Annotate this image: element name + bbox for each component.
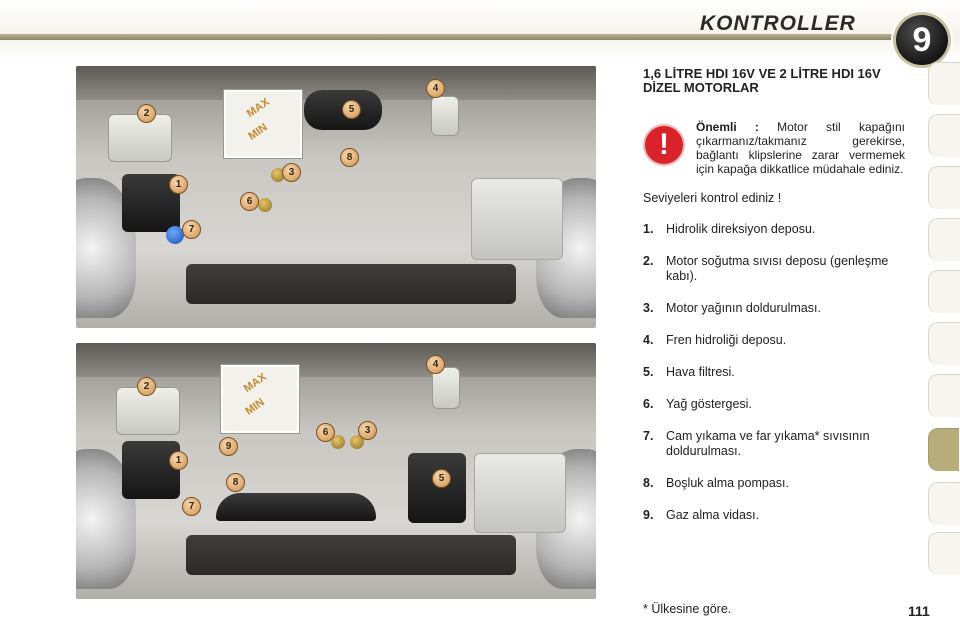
callout-3: 3 — [358, 421, 377, 440]
intake-pipe — [216, 493, 376, 521]
max-mark: MAX — [244, 96, 272, 120]
chapter-tab-active[interactable] — [928, 428, 959, 471]
intro-text: Seviyeleri kontrol ediniz ! — [643, 191, 782, 205]
list-item — [643, 397, 913, 412]
list-item — [643, 254, 913, 284]
page-number: 111 — [908, 603, 930, 619]
battery-cover — [474, 453, 566, 533]
dipstick — [258, 198, 272, 212]
chapter-tab[interactable] — [928, 532, 960, 575]
engine-bay-photo-2 — [76, 343, 596, 599]
list-item-number: 9. — [643, 508, 654, 522]
list-item-number: 8. — [643, 476, 654, 490]
list-item — [643, 365, 913, 380]
coolant-level-inset — [221, 365, 299, 433]
list-item — [643, 222, 913, 237]
section-title: 1,6 LİTRE HDI 16V VE 2 LİTRE HDI 16V DİZEL MOTORLAR — [643, 66, 881, 95]
callout-9: 9 — [219, 437, 238, 456]
list-item-text: Cam yıkama ve far yıkama* sıvısının doldurulması. — [666, 429, 870, 458]
steering-fluid-reservoir — [122, 441, 180, 499]
callout-6: 6 — [316, 423, 335, 442]
callout-1: 1 — [169, 175, 188, 194]
min-mark: MIN — [246, 121, 270, 143]
list-item — [643, 333, 913, 348]
chapter-tabs — [928, 62, 960, 574]
list-item-number: 6. — [643, 397, 654, 411]
list-item-text: Yağ göstergesi. — [666, 397, 752, 411]
exclamation-icon: ! — [645, 126, 683, 164]
chapter-tab[interactable] — [928, 482, 960, 525]
list-item-text: Boşluk alma pompası. — [666, 476, 789, 490]
chapter-tab[interactable] — [928, 374, 960, 417]
callout-1: 1 — [169, 451, 188, 470]
list-item — [643, 301, 913, 316]
list-item-number: 4. — [643, 333, 654, 347]
list-item-number: 3. — [643, 301, 654, 315]
list-item-text: Hidrolik direksiyon deposu. — [666, 222, 816, 236]
callout-7: 7 — [182, 220, 201, 239]
page-header — [0, 0, 960, 60]
chapter-tab[interactable] — [928, 114, 960, 157]
callout-2: 2 — [137, 104, 156, 123]
list-item-number: 1. — [643, 222, 654, 236]
list-item-text: Motor yağının doldurulması. — [666, 301, 821, 315]
callout-4: 4 — [426, 355, 445, 374]
callout-8: 8 — [226, 473, 245, 492]
callout-3: 3 — [282, 163, 301, 182]
list-item-number: 2. — [643, 254, 654, 268]
min-mark: MIN — [243, 396, 267, 418]
warning-label: Önemli : — [696, 120, 759, 134]
warning-note — [696, 120, 905, 176]
chapter-tab[interactable] — [928, 322, 960, 365]
chapter-tab[interactable] — [928, 62, 960, 105]
list-item-text: Gaz alma vidası. — [666, 508, 760, 522]
battery-cover — [471, 178, 563, 260]
max-mark: MAX — [241, 371, 269, 395]
chapter-title: KONTROLLER — [700, 12, 856, 35]
callout-6: 6 — [240, 192, 259, 211]
air-filter-box — [408, 453, 466, 523]
chapter-tab[interactable] — [928, 218, 960, 261]
list-item-text: Motor soğutma sıvısı deposu (genleşme kabı). — [666, 254, 889, 283]
list-item-number: 5. — [643, 365, 654, 379]
brake-fluid-reservoir — [431, 96, 459, 136]
chapter-tab[interactable] — [928, 166, 960, 209]
chapter-number-badge: 9 — [893, 12, 951, 68]
list-item — [643, 476, 913, 491]
callout-2: 2 — [137, 377, 156, 396]
list-item-text: Fren hidroliği deposu. — [666, 333, 787, 347]
callout-5: 5 — [342, 100, 361, 119]
coolant-level-inset — [224, 90, 302, 158]
callout-8: 8 — [340, 148, 359, 167]
check-list — [643, 222, 913, 523]
list-item — [643, 429, 913, 459]
callout-4: 4 — [426, 79, 445, 98]
front-crossmember — [186, 264, 516, 304]
front-crossmember — [186, 535, 516, 575]
callout-5: 5 — [432, 469, 451, 488]
list-item — [643, 508, 913, 523]
list-item-text: Hava filtresi. — [666, 365, 735, 379]
hood — [76, 343, 596, 377]
engine-bay-photo-1 — [76, 66, 596, 328]
footnote: * Ülkesine göre. — [643, 602, 732, 616]
list-item-number: 7. — [643, 429, 654, 443]
warning-text: Motor stil kapağını çıkarmanız/takmanız gerekirse, bağlantı klipslerine zarar vermemek için kapağa dikkatlice müdahale ediniz. — [696, 120, 905, 176]
callout-7: 7 — [182, 497, 201, 516]
chapter-tab[interactable] — [928, 270, 960, 313]
